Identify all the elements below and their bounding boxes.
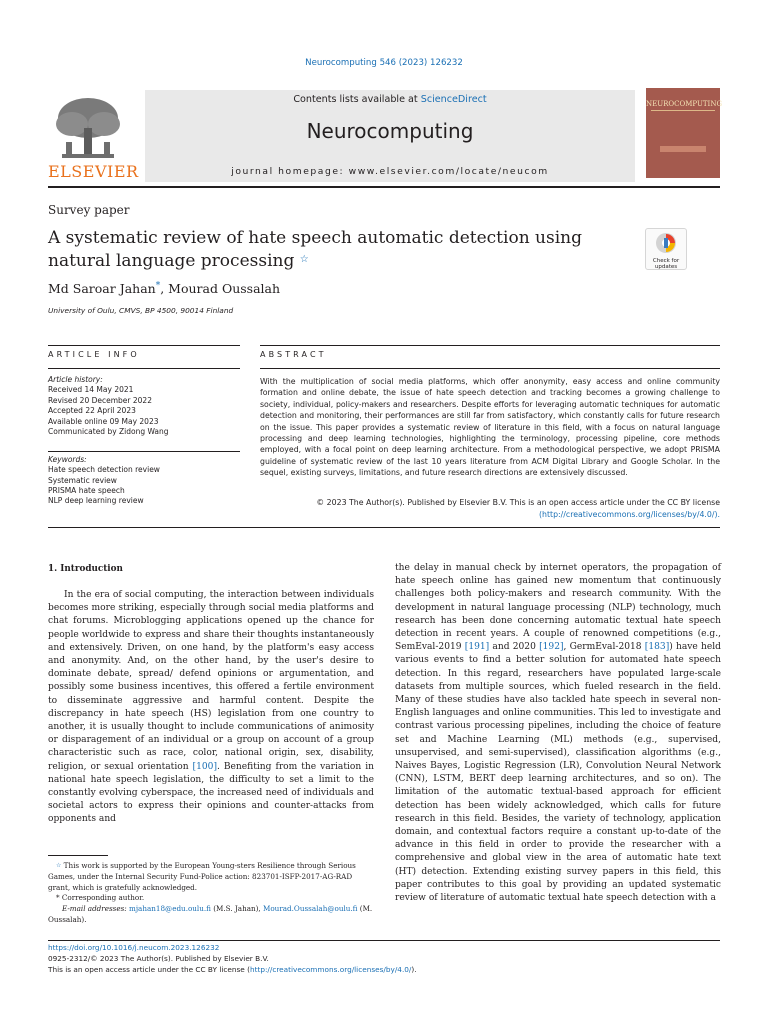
crossmark-icon [655, 232, 677, 254]
author-affiliation: University of Oulu, CMVS, BP 4500, 90014 Finland [48, 306, 234, 315]
abstract-text: With the multiplication of social media platforms, which offer anonymity, easy access and online community formation and online debate, the issue of hate speech detection and tracking becomes a growing challenge to society, individual, policy-makers and researchers. Despite efforts for leveraging automatic techniques for automatic detection and monitoring, their performances are still far from satisfactory, which constantly calls for future research on the issue. This paper provides a systematic review of literature in this field, with a focus on natural language processing and deep learning technologies, highlighting the terminology, processing pipeline, core methods employed, with a focal point on deep learning architecture. From a methodological perspective, we adopt PRISMA guideline of systematic review of the last 10 years literature from ACM Digital Library and Google Scholar. In the sequel, existing surveys, limitations, and future research directions are extensively discussed. [260, 377, 720, 478]
homepage-prefix: journal homepage: [231, 166, 349, 177]
history-accepted: Accepted 22 April 2023 [48, 406, 136, 416]
journal-title: Neurocomputing [306, 119, 474, 143]
footer-rule [48, 940, 720, 941]
intro-text: and 2020 [489, 642, 540, 653]
email-footnote [48, 904, 374, 926]
article-info-heading: ARTICLE INFO [48, 350, 140, 359]
reference-link[interactable]: [183] [644, 642, 670, 653]
article-history [48, 375, 169, 437]
sciencedirect-link[interactable]: ScienceDirect [420, 94, 487, 105]
email-owner-1: (M.S. Jahan), [210, 904, 263, 914]
doi-link[interactable]: https://doi.org/10.1016/j.neucom.2023.126232 [48, 943, 220, 952]
homepage-url[interactable]: www.elsevier.com/locate/neucom [348, 166, 549, 177]
article-title [48, 227, 608, 273]
license-link[interactable]: (http://creativecommons.org/licenses/by/4.0/). [538, 510, 720, 519]
history-revised: Revised 20 December 2022 [48, 395, 152, 405]
keywords-list [48, 455, 160, 506]
reference-link[interactable]: [191] [464, 642, 490, 653]
funding-footnote [48, 861, 374, 893]
corresponding-author-mark[interactable]: * [155, 281, 161, 291]
footnote-star-mark: ☆ [56, 862, 62, 869]
corresponding-footnote [48, 893, 374, 904]
journal-citation[interactable]: Neurocomputing 546 (2023) 126232 [305, 58, 463, 68]
contents-prefix: Contents lists available at [293, 94, 421, 105]
intro-text: ) have held various events to find a better solution for automated hate speech detection. In this regard, researchers have populated large-scale datasets from multiple sources, which fueled research in the field. Many of these studies have also tackled hate speech in several non-English languages and online communities. This led to investigate and contrast various processing pipelines, including the choice of feature set and Machine Learning (ML) methods (e.g., supervised, unsupervised, and semi-supervised), classification algorithms (e.g., Naives Bayes, Logistic Regression (LR), Convolution Neural Network (CNN), LSTM, BERT deep learning architectures, and so on). The limitation of the automatic textual-based approach for efficient detection has been widely acknowledged, which calls for future research in this field. Besides, the variety of technology, application domain, and contextual factors require a constant up-to-date of the advance in this field in order to provide the researcher with a comprehensive and global view in the area of automatic hate text (HT) detection. Extending existing survey papers in this field, this paper contributes to this goal by providing an updated systematic review of literature of automatic textual hate speech detection with a [395, 642, 721, 904]
history-available-online: Available online 09 May 2023 [48, 416, 159, 426]
cover-title: NEUROCOMPUTING [646, 100, 723, 108]
intro-text: In the era of social computing, the interaction between individuals becomes more striking, especially through social media platforms and chat forums. Microblogging applications opened up the chance for people worldwide to express and share their thoughts instantaneously and extensively. Driven, on one hand, by the platform's easy access and anonymity. And, on the other hand, by the user's desire to dominate debate, spread/ defend opinions or argumentation, and possibly some business incentives, this offered a fertile environment to disseminate aggressive and harmful content. Despite the discrepancy in hate speech (HS) legislation from one country to another, it is usually thought to include communications of animosity or disparagement of an individual or a group on account of a group characteristic such as race, color, national origin, sex, disability, religion, or sexual orientation [48, 590, 374, 772]
issn-line: 0925-2312/© 2023 The Author(s). Published by Elsevier B.V. [48, 954, 269, 963]
reference-link[interactable]: [192] [539, 642, 564, 653]
intro-paragraph-1 [48, 589, 374, 827]
article-type: Survey paper [48, 203, 130, 217]
email-link-1[interactable]: mjahan18@edu.oulu.fi [129, 904, 211, 914]
masthead-rule [48, 186, 720, 188]
journal-cover[interactable] [646, 88, 723, 178]
footnote-corr-mark: * [56, 893, 60, 903]
oa-suffix: ). [411, 965, 417, 974]
keyword-item: Hate speech detection review [48, 465, 160, 475]
oa-license-link[interactable]: http://creativecommons.org/licenses/by/4.0/ [249, 965, 412, 974]
email-link-2[interactable]: Mourad.Oussalah@oulu.fi [263, 904, 358, 914]
article-title-text: A systematic review of hate speech automatic detection using natural language processing [48, 228, 582, 271]
check-for-updates-badge[interactable] [645, 228, 687, 270]
check-for-updates-label: Check for updates [652, 258, 680, 270]
email-owner-2: (M. Oussalah). [48, 904, 373, 924]
contents-available-line [145, 94, 635, 105]
history-received: Received 14 May 2021 [48, 385, 134, 395]
elsevier-wordmark: ELSEVIER [48, 162, 139, 181]
funding-text: This work is supported by the European Young-sters Resilience through Serious Games, under the Internal Security Fund-Police action: 823701-ISFP-2017-AG-RAD grant, which is gratefully acknowledged. [48, 861, 356, 892]
footnotes [48, 861, 374, 926]
article-info-rule [48, 345, 240, 346]
keywords-rule [48, 451, 240, 452]
author-line [48, 281, 280, 296]
author-separator: , [160, 281, 169, 296]
footnote-rule [48, 855, 108, 856]
keyword-item: Systematic review [48, 475, 117, 485]
abstract-bottom-rule [48, 527, 720, 528]
keyword-item: PRISMA hate speech [48, 485, 125, 495]
abstract-rule [260, 345, 720, 346]
title-footnote-mark[interactable]: ☆ [299, 254, 309, 265]
oa-prefix: This is an open access article under the CC BY license ( [48, 965, 250, 974]
abstract-rule-lower [260, 368, 720, 369]
abstract-copyright: © 2023 The Author(s). Published by Elsevier B.V. This is an open access article under the CC BY license [316, 498, 720, 507]
open-access-line [48, 965, 417, 974]
corresponding-text: Corresponding author. [59, 893, 145, 903]
keywords-heading: Keywords: [48, 455, 87, 464]
article-info-rule-lower [48, 368, 240, 369]
introduction-right-column [395, 562, 721, 905]
introduction-left-column [48, 589, 374, 827]
email-label: E-mail addresses: [62, 904, 129, 914]
cover-block [660, 146, 706, 152]
journal-homepage-line [145, 166, 635, 177]
article-history-heading: Article history: [48, 375, 103, 384]
keyword-item: NLP deep learning review [48, 496, 144, 506]
abstract-heading: ABSTRACT [260, 350, 327, 359]
reference-link[interactable]: [100] [192, 761, 217, 772]
intro-text: , GermEval-2018 [563, 642, 645, 653]
intro-text: . Benefiting from the variation in national hate speech legislation, the difficulty to set a limit to the constantly evolving cyberspace, the increased need of individuals and societal actors to express their opinions and counter-attacks from opponents and [48, 761, 374, 825]
author-2[interactable]: Mourad Oussalah [168, 281, 281, 296]
history-communicated-by: Communicated by Zidong Wang [48, 427, 169, 437]
cover-divider [651, 110, 715, 111]
intro-text: the delay in manual check by internet operators, the propagation of hate speech online has gained new momentum that continuously challenges both policy-makers and research community. With the development in natural language processing (NLP) technology, much research has been done concerning automatic textual hate speech detection in recent years. A couple of renowned competitions (e.g., SemEval-2019 [395, 563, 721, 653]
author-1[interactable]: Md Saroar Jahan [48, 281, 156, 296]
introduction-heading: 1. Introduction [48, 564, 123, 574]
